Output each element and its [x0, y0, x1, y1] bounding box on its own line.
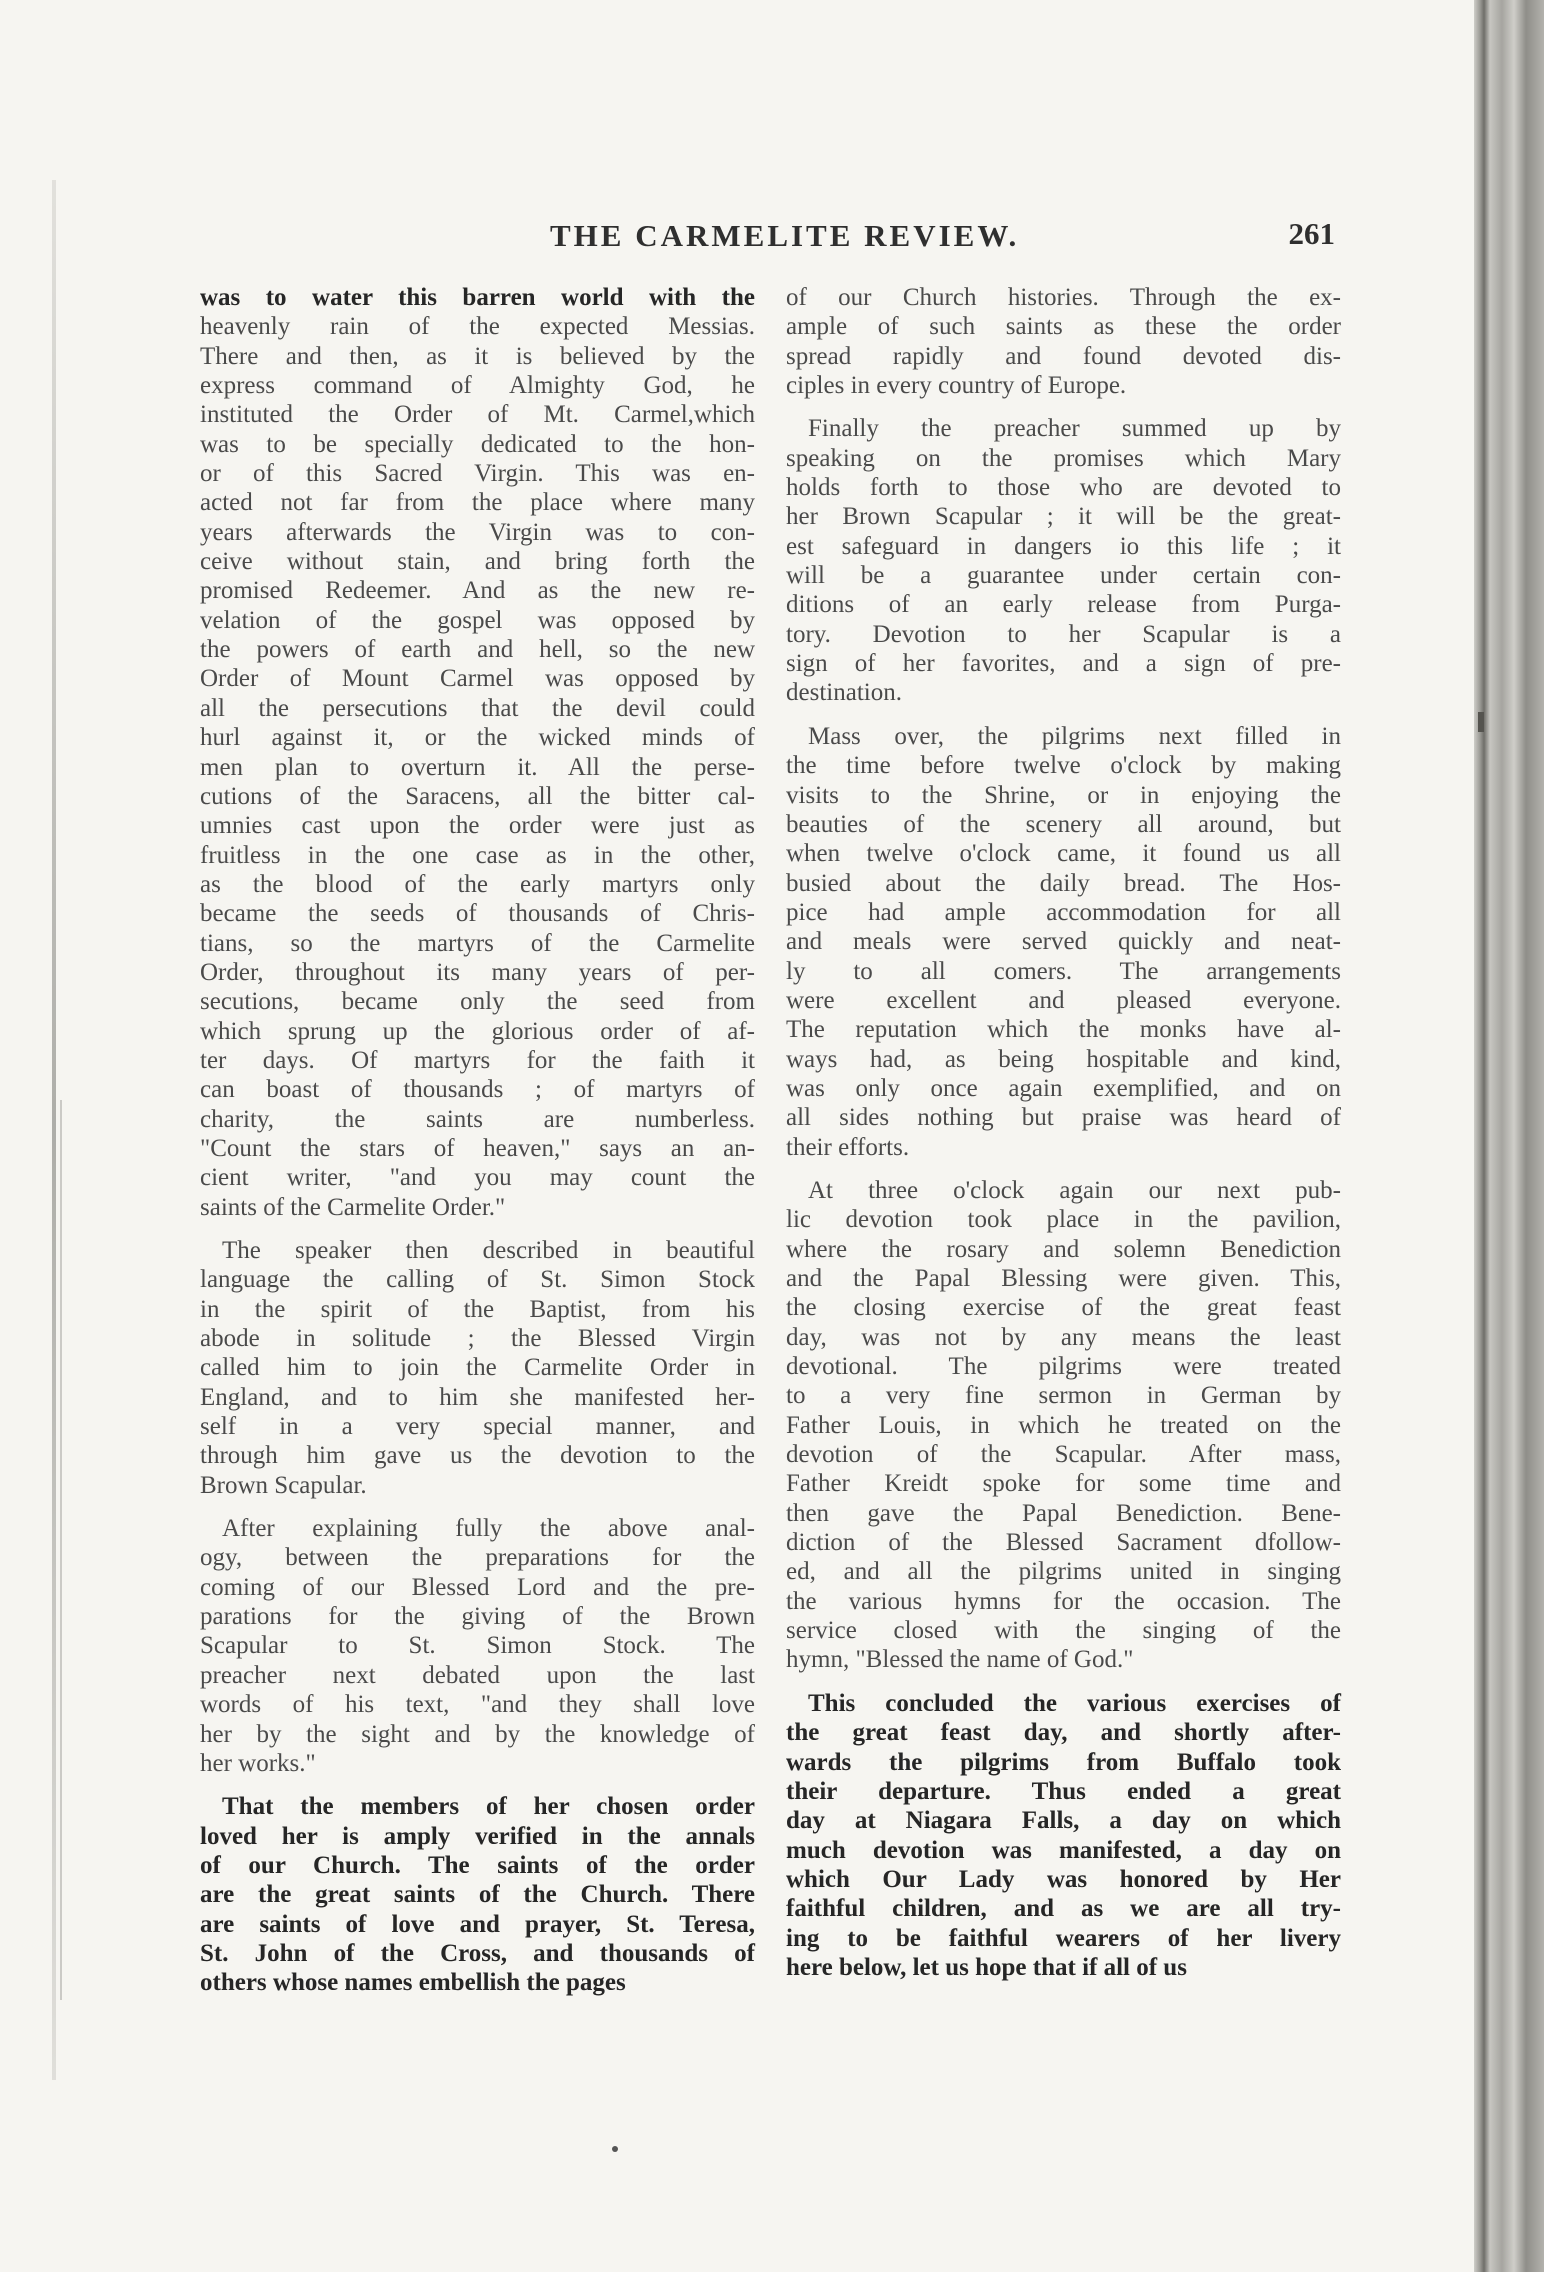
text-line: the various hymns for the occasion. The — [786, 1587, 1341, 1615]
text-line: That the members of her chosen order — [222, 1793, 755, 1821]
text-line: promised Redeemer. And as the new re- — [200, 577, 755, 605]
paragraph-gap — [786, 400, 1341, 414]
text-line: At three o'clock again our next pub- — [808, 1176, 1341, 1204]
text-line: This concluded the various exercises of — [808, 1689, 1341, 1717]
text-line: are saints of love and prayer, St. Teresa, — [200, 1910, 755, 1938]
text-line: acted not far from the place where many — [200, 489, 755, 517]
text-line: There and then, as it is believed by the — [200, 342, 755, 370]
paragraph — [786, 722, 1341, 1162]
text-line: service closed with the singing of the — [786, 1617, 1341, 1645]
text-line: Order, throughout its many years of per- — [200, 958, 755, 986]
text-line: their departure. Thus ended a great — [786, 1777, 1341, 1805]
text-line: express command of Almighty God, he — [200, 372, 755, 400]
text-line: the great feast day, and shortly after- — [786, 1719, 1341, 1747]
text-line: which sprung up the glorious order of af- — [200, 1017, 755, 1045]
text-line: the closing exercise of the great feast — [786, 1294, 1341, 1322]
text-line: tory. Devotion to her Scapular is a — [786, 620, 1341, 648]
text-line: speaking on the promises which Mary — [786, 444, 1341, 472]
text-line: day at Niagara Falls, a day on which — [786, 1807, 1341, 1835]
page-edge-shadow-inner — [60, 1100, 62, 2000]
paragraph-gap — [200, 1778, 755, 1792]
text-line: "Count the stars of heaven," says an an- — [200, 1134, 755, 1162]
paragraph — [200, 1792, 755, 1997]
text-line: was only once again exemplified, and on — [786, 1074, 1341, 1102]
text-line: can boast of thousands ; of martyrs of — [200, 1076, 755, 1104]
paragraph — [786, 1176, 1341, 1675]
text-line: tians, so the martyrs of the Carmelite — [200, 929, 755, 957]
text-line: loved her is amply verified in the annals — [200, 1822, 755, 1850]
text-line: in the spirit of the Baptist, from his — [200, 1295, 755, 1323]
page-number: 261 — [1288, 216, 1335, 251]
text-line: lic devotion took place in the pavilion, — [786, 1206, 1341, 1234]
text-line: fruitless in the one case as in the other, — [200, 841, 755, 869]
text-line: and the Papal Blessing were given. This, — [786, 1265, 1341, 1292]
text-line: are the great saints of the Church. There — [200, 1881, 755, 1909]
text-line: to a very fine sermon in German by — [786, 1382, 1341, 1410]
paragraph — [786, 283, 1341, 400]
text-line: ample of such saints as these the order — [786, 313, 1341, 341]
text-line: ed, and all the pilgrims united in singing — [786, 1558, 1341, 1586]
text-line: hurl against it, or the wicked minds of — [200, 724, 755, 752]
text-line: Order of Mount Carmel was opposed by — [200, 665, 755, 693]
spine-mark — [1478, 712, 1484, 732]
text-line: others whose names embellish the pages — [200, 1969, 626, 1997]
text-line: heavenly rain of the expected Messias. — [200, 313, 755, 341]
text-line: Brown Scapular. — [200, 1471, 367, 1499]
text-line: ciples in every country of Europe. — [786, 372, 1127, 400]
text-line: here below, let us hope that if all of us — [786, 1953, 1187, 1981]
text-line: or of this Sacred Virgin. This was en- — [200, 460, 755, 488]
text-line: visits to the Shrine, or in enjoying the — [786, 781, 1341, 809]
text-line: preacher next debated upon the last — [200, 1661, 755, 1689]
text-line: ly to all comers. The arrangements — [786, 957, 1341, 985]
text-line: spread rapidly and found devoted dis- — [786, 342, 1341, 370]
text-line: The speaker then described in beautiful — [222, 1237, 755, 1264]
paragraph-gap — [200, 1500, 755, 1514]
text-line: her by the sight and by the knowledge of — [200, 1720, 755, 1748]
text-line: busied about the daily bread. The Hos- — [786, 869, 1341, 897]
page-edge-shadow — [52, 180, 56, 2080]
paragraph — [200, 283, 755, 1222]
text-line: umnies cast upon the order were just as — [200, 812, 755, 840]
text-line: of our Church histories. Through the ex- — [786, 284, 1341, 311]
text-line: wards the pilgrims from Buffalo took — [786, 1748, 1341, 1776]
text-line: ditions of an early release from Purga- — [786, 591, 1341, 619]
text-line: England, and to him she manifested her- — [200, 1383, 755, 1411]
text-line: became the seeds of thousands of Chris- — [200, 900, 755, 928]
text-line: secutions, became only the seed from — [200, 988, 755, 1016]
text-line: day, was not by any means the least — [786, 1323, 1341, 1351]
text-line: est safeguard in dangers io this life ; it — [786, 532, 1341, 560]
text-line: ing to be faithful wearers of her livery — [786, 1924, 1341, 1952]
text-line: called him to join the Carmelite Order in — [200, 1354, 755, 1382]
text-line: Father Kreidt spoke for some time and — [786, 1470, 1341, 1498]
text-line: pice had ample accommodation for all — [786, 898, 1341, 926]
text-line: ways had, as being hospitable and kind, — [786, 1045, 1341, 1073]
page-header — [190, 208, 1345, 258]
text-line: coming of our Blessed Lord and the pre- — [200, 1573, 755, 1601]
text-line: was to be specially dedicated to the hon- — [200, 430, 755, 458]
text-line: and meals were served quickly and neat- — [786, 928, 1341, 956]
text-line: as the blood of the early martyrs only — [200, 870, 755, 898]
text-line: After explaining fully the above anal- — [222, 1515, 755, 1543]
text-line: words of his text, "and they shall love — [200, 1691, 755, 1719]
text-line: self in a very special manner, and — [200, 1413, 755, 1441]
text-line: language the calling of St. Simon Stock — [200, 1266, 755, 1294]
text-line: devotion of the Scapular. After mass, — [786, 1441, 1341, 1469]
text-line: when twelve o'clock came, it found us all — [786, 840, 1341, 868]
text-line: her works." — [200, 1749, 316, 1777]
text-line: Father Louis, in which he treated on the — [786, 1411, 1341, 1439]
paragraph-gap — [786, 1162, 1341, 1176]
text-line: then gave the Papal Benediction. Bene- — [786, 1499, 1341, 1527]
text-line: faithful children, and as we are all try- — [786, 1895, 1341, 1923]
text-line: sign of her favorites, and a sign of pre- — [786, 650, 1341, 678]
right-column — [786, 283, 1341, 1982]
text-line: beauties of the scenery all around, but — [786, 810, 1341, 838]
text-line: will be a guarantee under certain con- — [786, 562, 1341, 590]
text-line: all the persecutions that the devil could — [200, 694, 755, 722]
text-line: instituted the Order of Mt. Carmel,which — [200, 401, 755, 429]
text-line: hymn, "Blessed the name of God." — [786, 1646, 1134, 1674]
text-line: cutions of the Saracens, all the bitter cal- — [200, 782, 755, 810]
text-line: diction of the Blessed Sacrament dfollow- — [786, 1529, 1341, 1557]
text-line: holds forth to those who are devoted to — [786, 474, 1341, 502]
text-line: velation of the gospel was opposed by — [200, 606, 755, 634]
paragraph — [786, 1689, 1341, 1982]
paragraph — [200, 1514, 755, 1778]
text-line: cient writer, "and you may count the — [200, 1164, 755, 1192]
paragraph — [786, 414, 1341, 707]
text-line: years afterwards the Virgin was to con- — [200, 518, 755, 546]
paragraph-gap — [786, 708, 1341, 722]
text-line: devotional. The pilgrims were treated — [786, 1353, 1341, 1381]
text-line: The reputation which the monks have al- — [786, 1016, 1341, 1044]
text-line: of our Church. The saints of the order — [200, 1851, 755, 1879]
text-line: their efforts. — [786, 1133, 910, 1161]
text-line: charity, the saints are numberless. — [200, 1105, 755, 1133]
text-line: all sides nothing but praise was heard of — [786, 1104, 1341, 1132]
text-line: the time before twelve o'clock by making — [786, 752, 1341, 780]
text-line: where the rosary and solemn Benediction — [786, 1235, 1341, 1263]
running-head: THE CARMELITE REVIEW. — [550, 218, 1020, 253]
text-line: Finally the preacher summed up by — [808, 415, 1341, 443]
page-speck — [612, 2146, 618, 2152]
paragraph-gap — [786, 1675, 1341, 1689]
paragraph-gap — [200, 1222, 755, 1236]
text-line: ter days. Of martyrs for the faith it — [200, 1046, 755, 1074]
text-line: much devotion was manifested, a day on — [786, 1836, 1341, 1864]
text-line: was to water this barren world with the — [200, 284, 755, 311]
book-spine — [1474, 0, 1544, 2272]
text-line: her Brown Scapular ; it will be the great- — [786, 503, 1341, 531]
text-line: the powers of earth and hell, so the new — [200, 636, 755, 664]
text-line: parations for the giving of the Brown — [200, 1603, 755, 1631]
text-line: through him gave us the devotion to the — [200, 1442, 755, 1470]
text-line: ceive without stain, and bring forth the — [200, 548, 755, 576]
left-column — [200, 283, 755, 1998]
text-line: Mass over, the pilgrims next filled in — [808, 722, 1341, 750]
text-line: abode in solitude ; the Blessed Virgin — [200, 1325, 755, 1353]
text-line: ogy, between the preparations for the — [200, 1544, 755, 1572]
text-line: saints of the Carmelite Order." — [200, 1193, 506, 1221]
text-line: destination. — [786, 679, 902, 707]
paragraph — [200, 1236, 755, 1500]
text-line: Scapular to St. Simon Stock. The — [200, 1632, 755, 1660]
text-line: St. John of the Cross, and thousands of — [200, 1939, 755, 1967]
text-line: men plan to overturn it. All the perse- — [200, 753, 755, 781]
text-line: were excellent and pleased everyone. — [786, 986, 1341, 1014]
text-line: which Our Lady was honored by Her — [786, 1865, 1341, 1893]
